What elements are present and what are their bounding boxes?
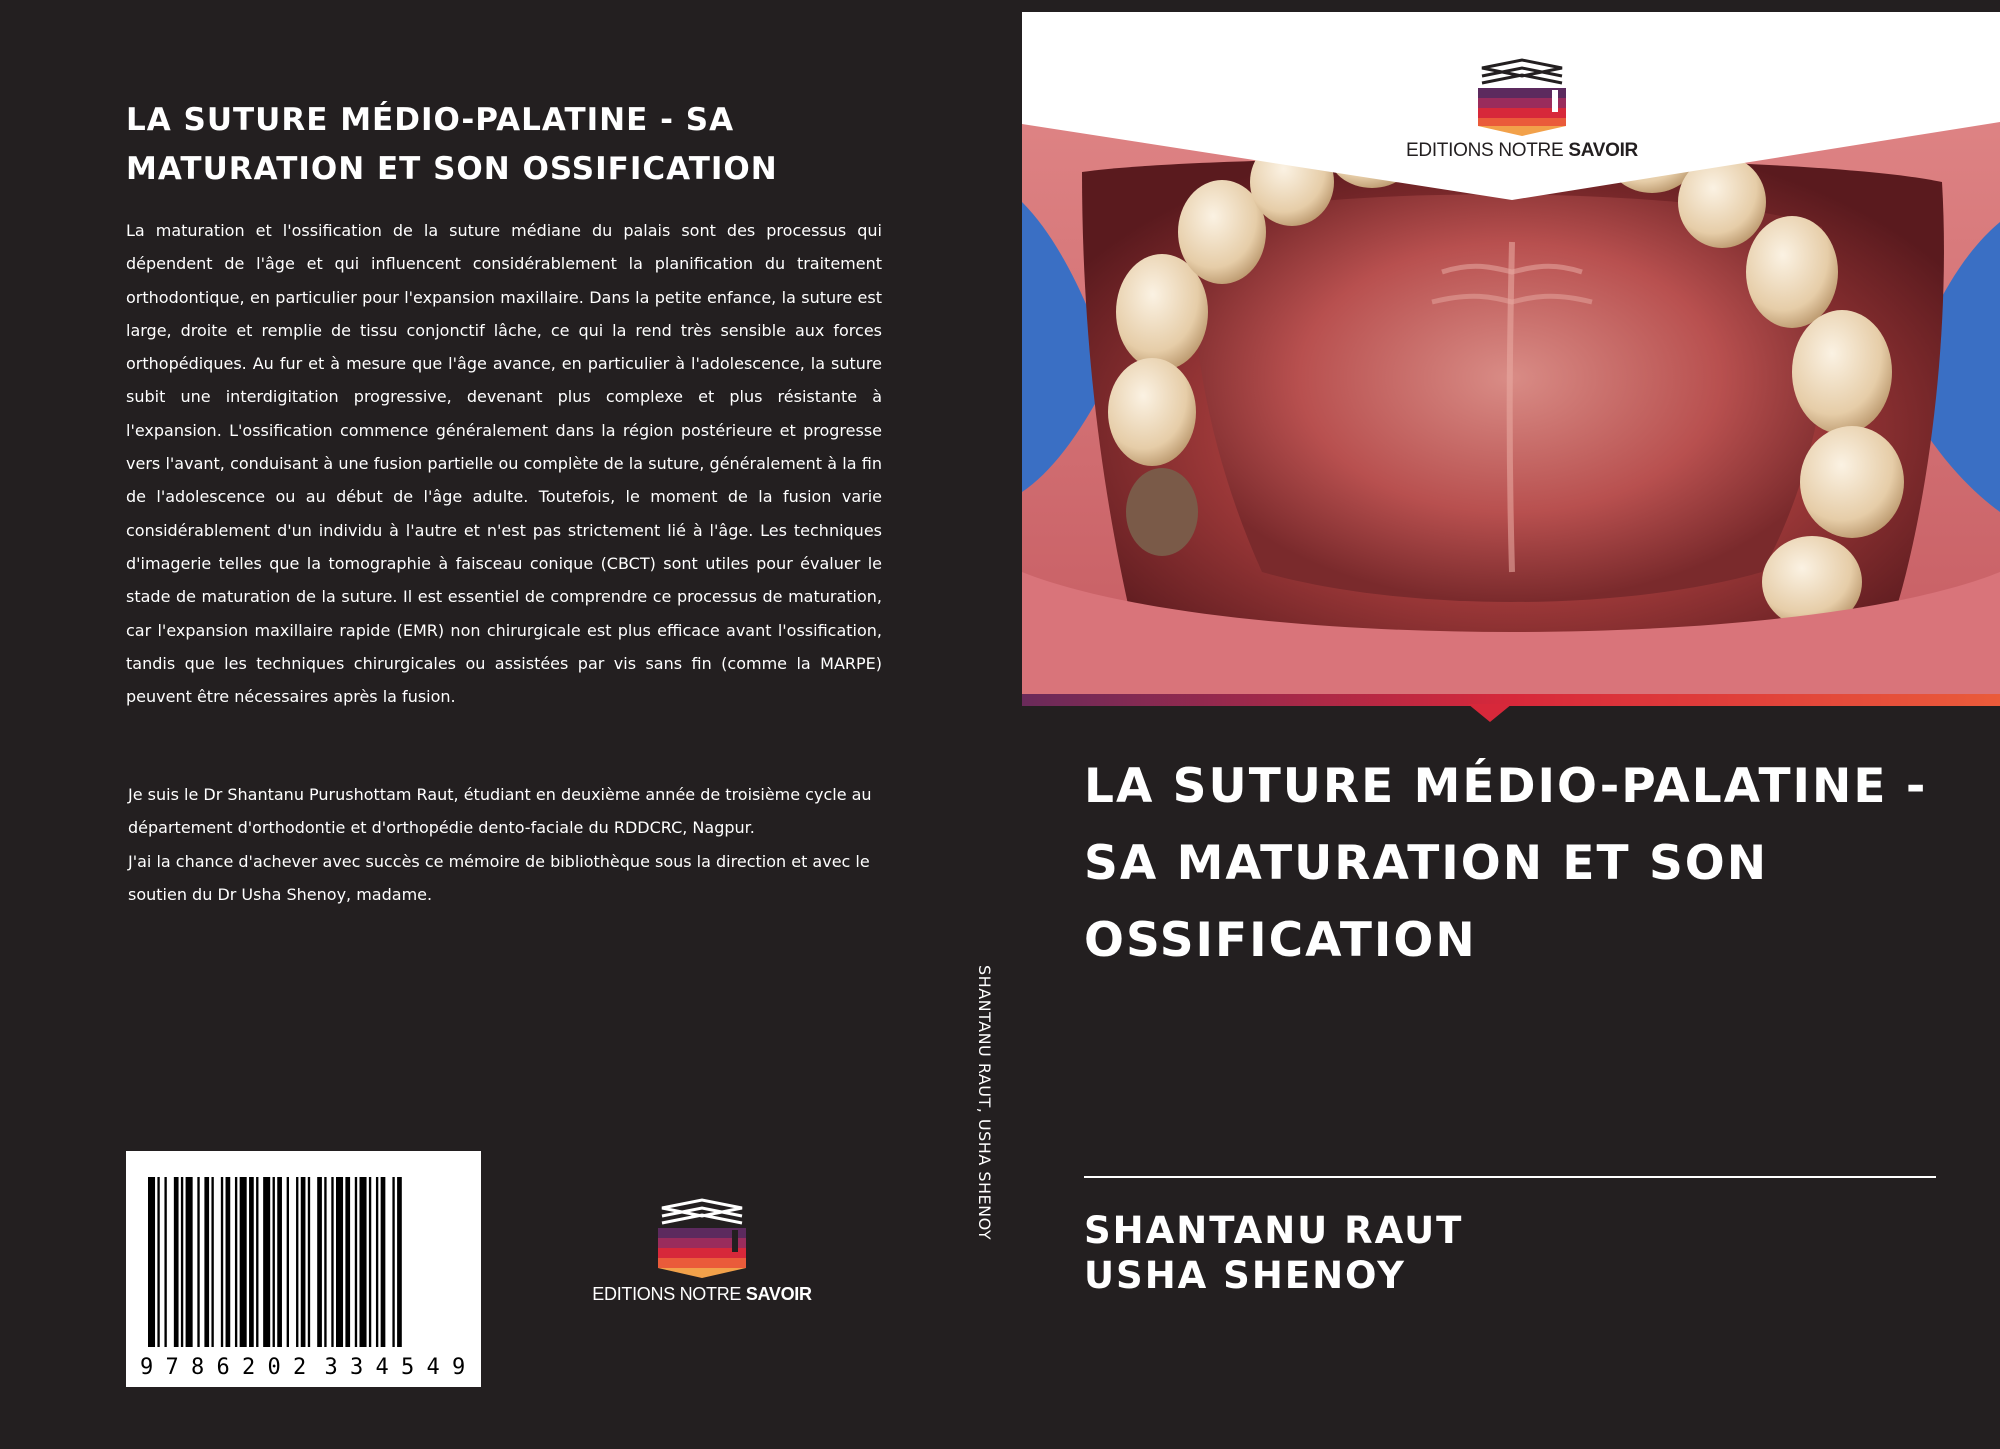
- isbn-digit: 9: [140, 1355, 154, 1380]
- barcode-bar: [211, 1177, 213, 1347]
- barcode-bar: [308, 1177, 310, 1347]
- barcode-bar: [204, 1177, 209, 1347]
- isbn-digit: 3: [324, 1355, 338, 1380]
- barcode-bar: [226, 1177, 231, 1347]
- barcode-bar: [197, 1177, 199, 1347]
- isbn-digit: 2: [293, 1355, 307, 1380]
- author-bio-paragraph: J'ai la chance d'achever avec succès ce mémoire de bibliothèque sous la direction et avec le soutien du Dr Usha Shenoy, madame.: [128, 851, 870, 904]
- isbn-barcode: [126, 1151, 481, 1387]
- barcode-bar: [355, 1177, 357, 1347]
- barcode-bar: [376, 1177, 378, 1347]
- barcode-bar: [164, 1177, 166, 1347]
- book-stack-icon: [582, 1196, 822, 1282]
- front-cover-title: LA SUTURE MÉDIO-PALATINE - SA MATURATION ET SON OSSIFICATION: [1084, 759, 1928, 968]
- barcode-bar: [324, 1177, 326, 1347]
- barcode-bar: [369, 1177, 371, 1347]
- barcode-bar: [256, 1177, 258, 1347]
- spine-authors: SHANTANU RAUT, USHA SHENOY: [975, 965, 994, 1241]
- isbn-digit: 4: [375, 1355, 389, 1380]
- barcode-bar: [287, 1177, 289, 1347]
- isbn-digit: 2: [242, 1355, 256, 1380]
- barcode-bar: [381, 1177, 386, 1347]
- barcode-bar: [301, 1177, 306, 1347]
- barcode-bar: [263, 1177, 270, 1347]
- author-name: SHANTANU RAUT: [1084, 1209, 1464, 1252]
- author-name: USHA SHENOY: [1084, 1254, 1406, 1297]
- barcode-bar: [148, 1177, 155, 1347]
- barcode-bar: [174, 1177, 179, 1347]
- barcode-bar: [277, 1177, 282, 1347]
- barcode-bar: [331, 1177, 333, 1347]
- barcode-bar: [249, 1177, 254, 1347]
- book-spine: [975, 965, 1005, 1325]
- back-cover-title: LA SUTURE MÉDIO-PALATINE - SA MATURATION ET SON OSSIFICATION: [126, 102, 778, 187]
- barcode-bar: [221, 1177, 223, 1347]
- barcode-bar: [181, 1177, 183, 1347]
- isbn-digit: 8: [191, 1355, 205, 1380]
- barcode-bar: [360, 1177, 367, 1347]
- isbn-digit: 0: [267, 1355, 281, 1380]
- isbn-digit: 7: [165, 1355, 179, 1380]
- publisher-logo: [582, 1196, 822, 1308]
- barcode-bar: [157, 1177, 159, 1347]
- accent-notch: [1468, 704, 1512, 722]
- barcode-bar: [392, 1177, 394, 1347]
- isbn-digit: 3: [350, 1355, 364, 1380]
- barcode-bar: [296, 1177, 298, 1347]
- author-bio: [128, 778, 884, 911]
- author-bio-paragraph: Je suis le Dr Shantanu Purushottam Raut, étudiant en deuxième année de troisième cycle au département d'orthodontie et d'orthopédie dento-faciale du RDDCRC, Nagpur.: [128, 785, 872, 838]
- author-list: [1084, 1208, 1944, 1298]
- book-stack-icon: [1372, 58, 1672, 138]
- front-cover: [1022, 0, 2000, 1449]
- barcode-bar: [336, 1177, 343, 1347]
- isbn-digit: 9: [452, 1355, 466, 1380]
- barcode-bar: [345, 1177, 350, 1347]
- barcode-bar: [317, 1177, 322, 1347]
- barcode-bar: [397, 1177, 402, 1347]
- divider: [1084, 1176, 1936, 1178]
- barcode-icon: [126, 1151, 481, 1387]
- publisher-logo: [1372, 58, 1672, 168]
- barcode-bar: [240, 1177, 247, 1347]
- barcode-bar: [235, 1177, 237, 1347]
- isbn-digit: 5: [401, 1355, 415, 1380]
- isbn-digit: 4: [426, 1355, 440, 1380]
- publisher-name: EDITIONS NOTRE SAVOIR: [1406, 140, 1638, 161]
- isbn-digit: 6: [216, 1355, 230, 1380]
- barcode-bar: [273, 1177, 275, 1347]
- publisher-name: EDITIONS NOTRE SAVOIR: [592, 1284, 812, 1304]
- back-cover-summary: La maturation et l'ossification de la suture médiane du palais sont des processus qui dépendent de l'âge et qui influencent considérablement la planification du traitement orthodontique, en particulier pour l'expansion maxillaire. Dans la petite enfance, la suture est large, droite et remplie de tissu conjonctif lâche, ce qui la rend très sensible aux forces orthopédiques. Au fur et à mesure que l'âge avance, en particulier à l'adolescence, la suture subit une interdigitation progressive, devenant plus complexe et plus résistante à l'expansion. L'ossification commence généralement dans la région postérieure et progresse vers l'avant, conduisant à une fusion partielle ou complète de la suture, généralement à la fin de l'adolescence ou au début de l'âge adulte. Toutefois, le moment de la fusion varie considérablement d'un individu à l'autre et n'est pas strictement lié à l'âge. Les techniques d'imagerie telles que la tomographie à faisceau conique (CBCT) sont utiles pour évaluer le stade de maturation de la suture. Il est essentiel de comprendre ce processus de maturation, car l'expansion maxillaire rapide (EMR) non chirurgicale est plus efficace avant l'ossification, tandis que les techniques chirurgicales ou assistées par vis sans fin (comme la MARPE) peuvent être nécessaires après la fusion.: [126, 221, 882, 707]
- barcode-bar: [186, 1177, 193, 1347]
